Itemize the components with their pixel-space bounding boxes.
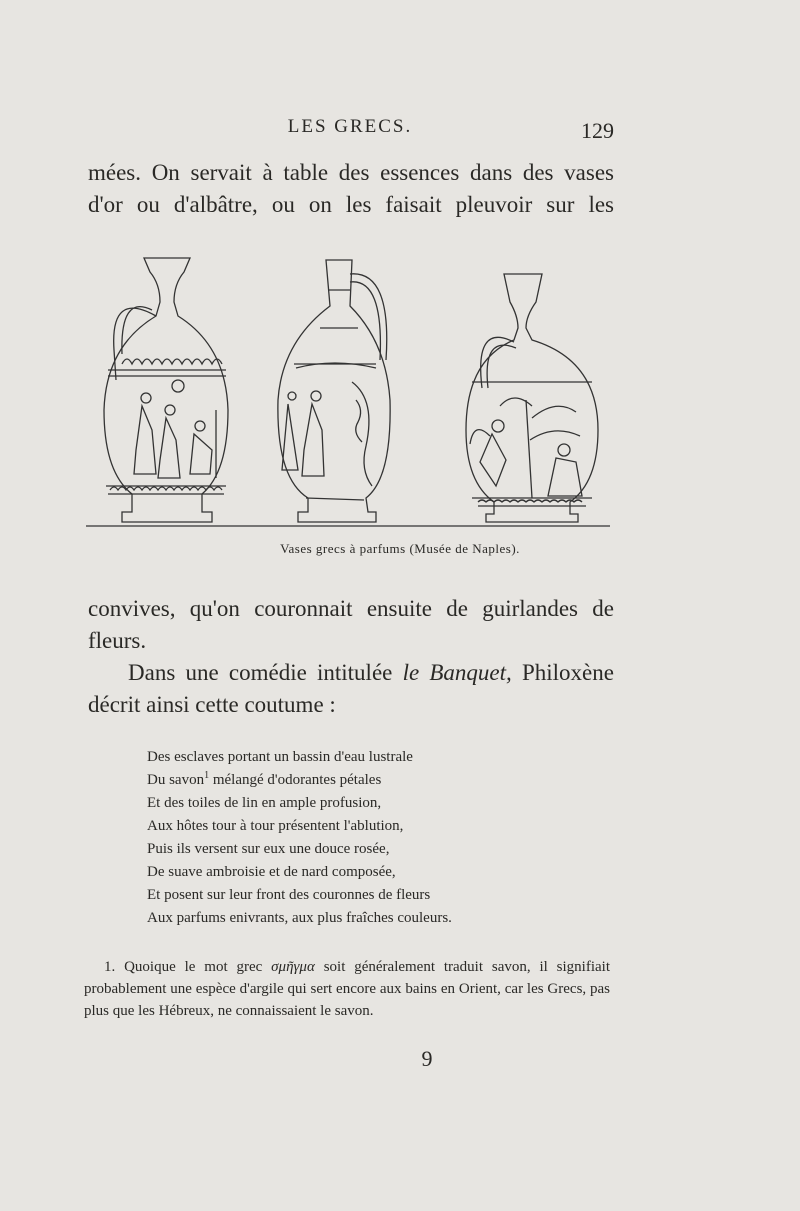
running-title: LES GRECS. <box>287 116 413 137</box>
signature-mark: 9 <box>421 1046 433 1071</box>
verse-line: Aux parfums enivrants, aux plus fraîches couleurs. <box>147 910 452 926</box>
vase-right <box>466 274 598 522</box>
text-span: Du savon <box>147 772 205 788</box>
text-span: Quoique le mot grec <box>115 959 272 975</box>
text-line <box>88 657 614 689</box>
text-span: soit généralement traduit savon, il signifiait probablement une espèce d'argile qui sert encore aux bains en Orient, car les Grecs, pas plus que les Hébreux, ne connaissaient le savon. <box>84 959 610 1019</box>
vases-illustration <box>86 250 616 540</box>
figure-caption: Vases grecs à parfums (Musée de Naples). <box>280 541 520 556</box>
verse-line: Puis ils versent sur eux une douce rosée, <box>147 841 390 857</box>
verse-line: Aux hôtes tour à tour présentent l'ablution, <box>147 818 404 834</box>
verse-line: De suave ambroisie et de nard composée, <box>147 864 396 880</box>
paragraph-1 <box>88 157 614 221</box>
verse-line <box>147 769 452 792</box>
footnote-mark[interactable]: 1 <box>204 770 210 781</box>
verse-line: Et posent sur leur front des couronnes de fleurs <box>147 887 431 903</box>
text-line: décrit ainsi cette coutume : <box>88 692 336 717</box>
text-span: Dans une comédie intitulée <box>128 660 403 685</box>
verse-quotation <box>147 746 452 930</box>
text-line: fleurs. <box>88 628 147 653</box>
vase-middle <box>278 260 390 522</box>
paragraph-2 <box>88 593 614 721</box>
greek-word: σμῆγμα <box>271 959 315 975</box>
work-title: le Banquet, <box>402 660 512 685</box>
footnote <box>84 956 610 1022</box>
text-span: mélangé d'odorantes pétales <box>209 772 382 788</box>
text-line: mées. On servait à table des essences dans des vases <box>88 160 614 185</box>
page-number: 129 <box>581 118 614 143</box>
verse-line: Et des toiles de lin en ample profusion, <box>147 795 382 811</box>
vase-left <box>104 258 228 522</box>
verse-line: Des esclaves portant un bassin d'eau lustrale <box>147 749 413 765</box>
footnote-number: 1. <box>104 959 116 975</box>
text-line: d'or ou d'albâtre, ou on les faisait pleuvoir sur les <box>88 192 614 217</box>
text-span: Philoxène <box>511 660 614 685</box>
text-line: convives, qu'on couronnait ensuite de guirlandes de <box>88 596 614 621</box>
page-header <box>90 116 614 146</box>
